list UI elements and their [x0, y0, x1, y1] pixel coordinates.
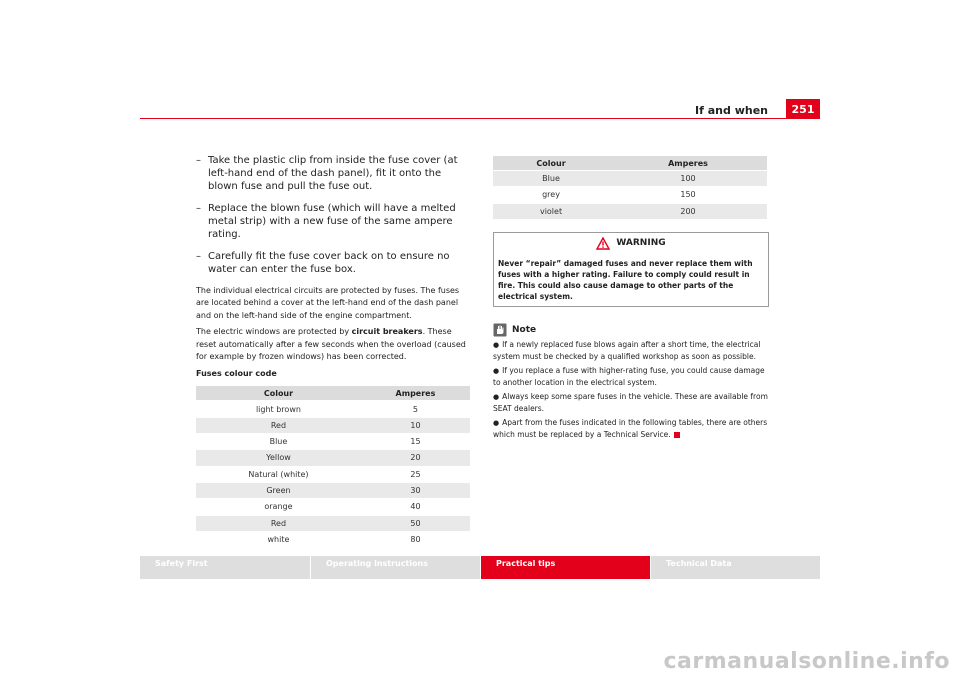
fuse-colour-table	[196, 386, 470, 548]
note-title: Note	[512, 324, 537, 335]
warning-text: Never “repair” damaged fuses and never replace them with fuses with a higher rating. Failure to comply could result in fire. This could also cause damage to other parts of the electrical system.	[498, 258, 753, 301]
step-dash: –	[196, 203, 201, 214]
cell-amperes: 100	[609, 171, 767, 187]
footer-tab-operating-instructions[interactable]: Operating instructions	[310, 556, 480, 579]
header-divider	[140, 118, 820, 119]
circuit-breakers-paragraph	[196, 326, 472, 363]
warning-title: WARNING	[616, 238, 666, 249]
footer-tab-technical-data[interactable]: Technical Data	[650, 556, 820, 579]
table-row	[196, 499, 470, 515]
cell-amperes: 20	[361, 450, 470, 466]
cell-colour: Green	[196, 482, 361, 498]
table-row	[196, 515, 470, 531]
table-header-row	[493, 156, 767, 171]
right-column	[493, 156, 769, 443]
cell-amperes: 80	[361, 531, 470, 547]
note-hand-icon	[493, 323, 507, 337]
cell-amperes: 5	[361, 401, 470, 417]
circuit-breakers-term: circuit breakers	[351, 327, 423, 337]
note-text: Always keep some spare fuses in the vehicle. These are available from SEAT dealers.	[493, 391, 768, 413]
warning-triangle-icon	[596, 237, 610, 250]
column-header-amperes: Amperes	[361, 386, 470, 401]
fuses-location-paragraph: The individual electrical circuits are protected by fuses. The fuses are located behind a cover at the left-hand end of the dash panel and on the left-hand side of the engine compartment.	[196, 286, 460, 320]
step-item	[196, 154, 472, 193]
step-dash: –	[196, 155, 201, 166]
bullet-icon: ●	[493, 366, 500, 375]
table-row	[196, 531, 470, 547]
step-item	[196, 250, 472, 276]
table-row	[196, 466, 470, 482]
bullet-icon: ●	[493, 392, 500, 401]
cell-colour: Blue	[196, 434, 361, 450]
bullet-icon: ●	[493, 340, 500, 349]
footer-navigation	[140, 556, 820, 579]
footer-tab-practical-tips[interactable]: Practical tips	[480, 556, 650, 579]
cell-colour: violet	[493, 203, 609, 219]
table-row	[196, 401, 470, 417]
cell-colour: light brown	[196, 401, 361, 417]
fuse-colour-table-continued	[493, 156, 767, 220]
note-text: If you replace a fuse with higher-rating fuse, you could cause damage to another location in the electrical system.	[493, 365, 765, 387]
step-item	[196, 202, 472, 241]
cell-amperes: 10	[361, 417, 470, 433]
table-row	[196, 434, 470, 450]
note-item	[493, 417, 769, 440]
note-item	[493, 365, 769, 388]
left-column	[196, 154, 472, 548]
cell-colour: Red	[196, 417, 361, 433]
page-number: 251	[786, 99, 820, 119]
step-dash: –	[196, 251, 201, 262]
note-text: Apart from the fuses indicated in the following tables, there are others which must be replaced by a Technical Service.	[493, 417, 768, 439]
cell-colour: Blue	[493, 171, 609, 187]
cell-amperes: 30	[361, 482, 470, 498]
note-heading	[493, 323, 769, 337]
paragraph-text: The electric windows are protected by	[196, 327, 352, 337]
section-end-icon	[674, 432, 680, 438]
table-row	[196, 450, 470, 466]
cell-colour: orange	[196, 499, 361, 515]
step-text: Carefully fit the fuse cover back on to ensure no water can enter the fuse box.	[208, 251, 450, 275]
table-caption: Fuses colour code	[196, 369, 277, 379]
paragraph-text: . These reset automatically after a few seconds when the overload (caused for example by frozen windows) has been corrected.	[196, 327, 466, 362]
table-row	[196, 482, 470, 498]
page-header-title: If and when	[695, 104, 768, 117]
column-header-colour: Colour	[196, 386, 361, 401]
cell-colour: white	[196, 531, 361, 547]
cell-colour: Natural (white)	[196, 466, 361, 482]
watermark: carmanualsonline.info	[663, 649, 950, 674]
step-text: Replace the blown fuse (which will have a melted metal strip) with a new fuse of the same ampere rating.	[208, 203, 456, 240]
footer-tab-safety-first[interactable]: Safety First	[140, 556, 310, 579]
table-row	[493, 187, 767, 203]
table-row	[493, 171, 767, 187]
step-text: Take the plastic clip from inside the fuse cover (at left-hand end of the dash panel), fit it onto the blown fuse and pull the fuse out.	[208, 155, 458, 192]
table-header-row	[196, 386, 470, 401]
warning-box	[493, 232, 769, 307]
table-row	[196, 417, 470, 433]
column-header-colour: Colour	[493, 156, 609, 171]
warning-heading	[498, 237, 764, 250]
table-row	[493, 203, 767, 219]
cell-colour: Yellow	[196, 450, 361, 466]
cell-colour: Red	[196, 515, 361, 531]
cell-amperes: 50	[361, 515, 470, 531]
cell-amperes: 150	[609, 187, 767, 203]
cell-amperes: 25	[361, 466, 470, 482]
cell-colour: grey	[493, 187, 609, 203]
cell-amperes: 40	[361, 499, 470, 515]
note-item	[493, 391, 769, 414]
cell-amperes: 200	[609, 203, 767, 219]
bullet-icon: ●	[493, 418, 500, 427]
note-text: If a newly replaced fuse blows again after a short time, the electrical system must be checked by a qualified workshop as soon as possible.	[493, 339, 761, 361]
cell-amperes: 15	[361, 434, 470, 450]
note-item	[493, 339, 769, 362]
column-header-amperes: Amperes	[609, 156, 767, 171]
